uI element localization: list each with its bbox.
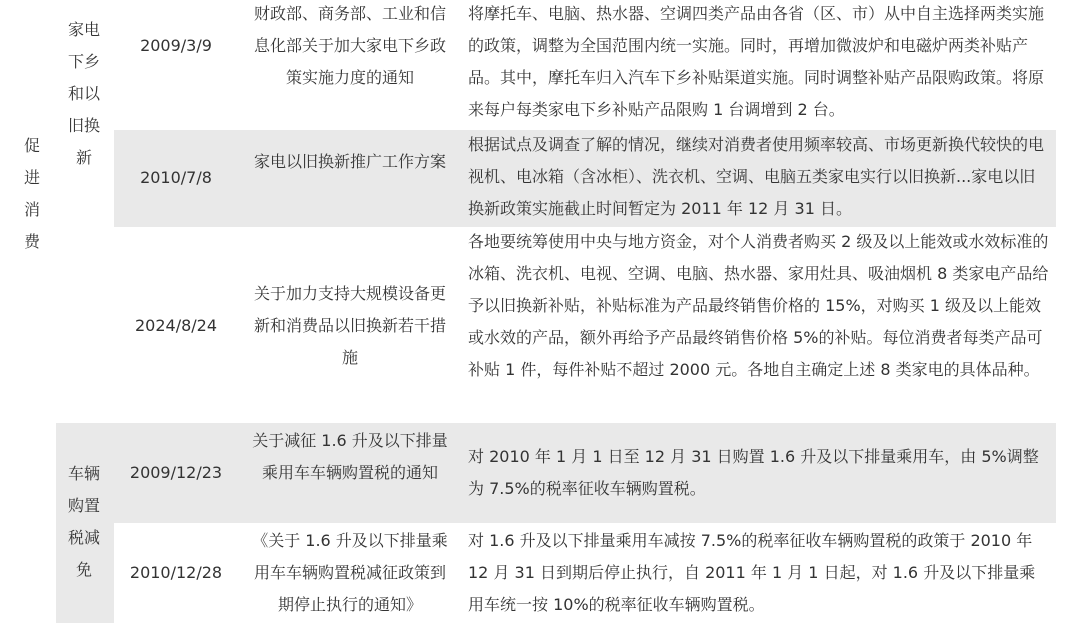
row-content: 对 1.6 升及以下排量乘用车减按 7.5%的税率征收车辆购置税的政策于 2010 年 12 月 31 日到期后停止执行，自 2011 年 1 月 1 日起，对 1.6 升及以下排量乘用车统一按 10%的税率征收车辆购置税。 [468,531,1036,614]
row-content: 将摩托车、电脑、热水器、空调四类产品由各省（区、市）从中自主选择两类实施的政策，调整为全国范围内统一实施。同时，再增加微波炉和电磁炉两类补贴产品。其中，摩托车归入汽车下乡补贴渠道实施。同时调整补贴产品限购政策。将原来每户每类家电下乡补贴产品限购 1 台调增到 2 台。 [468,4,1045,119]
row-date: 2010/7/8 [140,168,212,187]
row-date: 2009/12/23 [129,463,223,482]
row-title: 关于加力支持大规模设备更新和消费品以旧换新若干措施 [253,284,446,367]
row-title: 《关于 1.6 升及以下排量乘用车车辆购置税减征政策到期停止执行的通知》 [252,531,448,614]
row-title: 家电以旧换新推广工作方案 [253,152,446,171]
group-label-vehicle-tax: 车辆购置税减免 [67,464,100,579]
category-label: 促进消费 [23,136,40,251]
row-content: 根据试点及调查了解的情况，继续对消费者使用频率较高、市场更新换代较快的电视机、电冰箱（含冰柜）、洗衣机、空调、电脑五类家电实行以旧换新...家电以旧换新政策实施截止时间暂定为 2011 年 12 月 31 日。 [468,135,1045,218]
row-content: 各地要统筹使用中央与地方资金，对个人消费者购买 2 级及以上能效或水效标准的冰箱、洗衣机、电视、空调、电脑、热水器、家用灶具、吸油烟机 8 类家电产品给予以旧换新补贴，补贴标准为产品最终销售价格的 15%，对购买 1 级及以上能效或水效的产品，额外再给予产品最终销售价格 5%的补贴。每位消费者每类产品可补贴 1 件，每件补贴不超过 2000 元。各地自主确定上述 8 类家电的具体品种。 [468,232,1049,379]
row-date: 2009/3/9 [140,36,212,55]
row-content: 对 2010 年 1 月 1 日至 12 月 31 日购置 1.6 升及以下排量乘用车，由 5%调整为 7.5%的税率征收车辆购置税。 [468,447,1039,498]
row-title: 关于减征 1.6 升及以下排量乘用车车辆购置税的通知 [252,431,448,482]
row-date: 2010/12/28 [129,563,223,582]
row-title: 财政部、商务部、工业和信息化部关于加大家电下乡政策实施力度的通知 [253,4,446,87]
group-label-appliance: 家电下乡和以旧换新 [67,20,100,167]
row-date: 2024/8/24 [134,316,218,335]
